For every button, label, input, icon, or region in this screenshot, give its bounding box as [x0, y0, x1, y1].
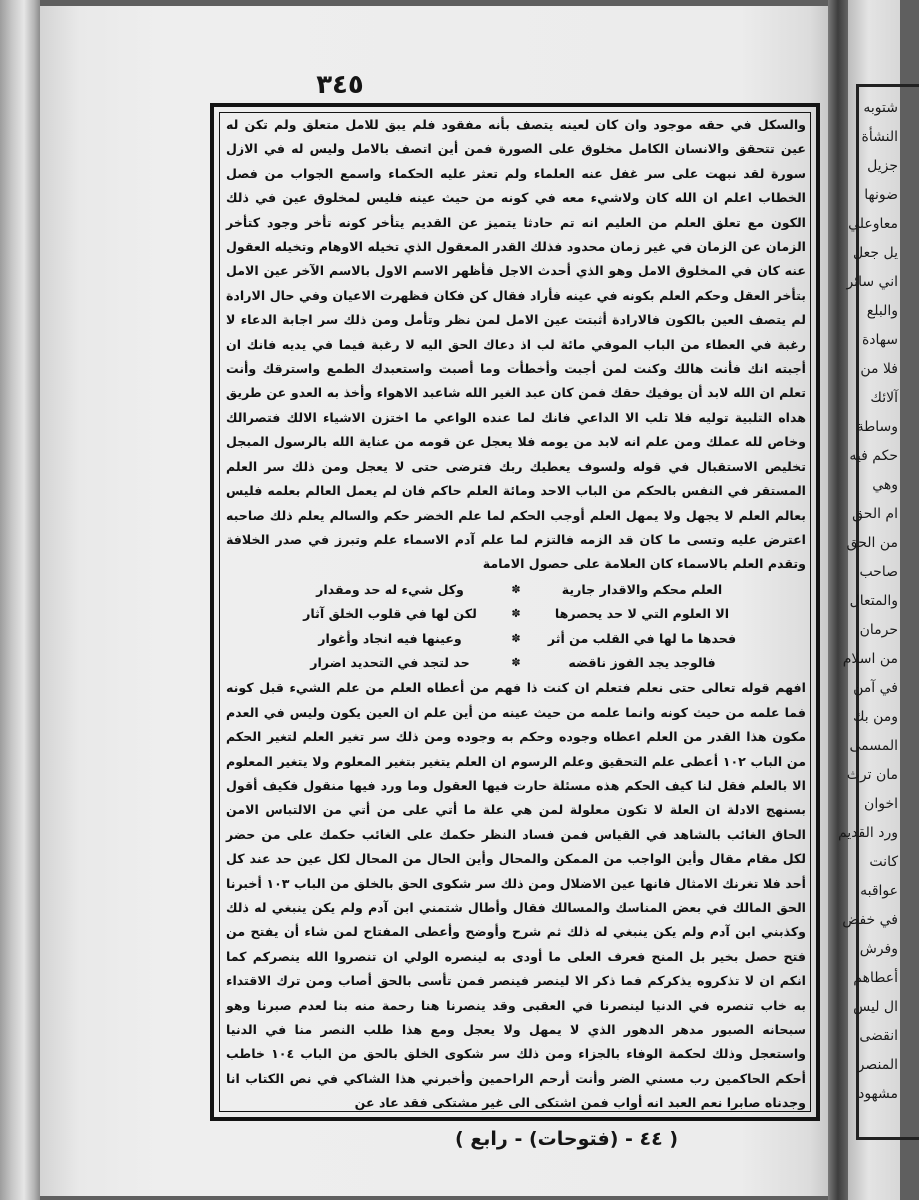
- adjacent-page-line: فلا من: [860, 361, 898, 377]
- adjacent-page-line: كانت: [869, 854, 898, 870]
- adjacent-page-line: سهادة: [861, 332, 898, 348]
- adjacent-page-line: ورد القديم: [837, 825, 898, 841]
- adjacent-page-line: المنصر: [857, 1057, 898, 1073]
- poem-verse: [226, 578, 806, 602]
- poem-verse: [226, 602, 806, 626]
- poem-hemistich-right: فحدها ما لها في القلب من أثر: [547, 630, 737, 646]
- footer-signature: ( ٤٤ - (فتوحات) - رابع ): [455, 1128, 679, 1150]
- adjacent-page: [837, 0, 900, 1200]
- adjacent-page-line: والبلع: [866, 303, 898, 319]
- adjacent-page-line: صاحب: [859, 564, 898, 580]
- star-separator-icon: ✽: [511, 631, 521, 645]
- star-separator-icon: ✽: [511, 607, 521, 621]
- star-separator-icon: ✽: [511, 655, 521, 669]
- book-gutter: [828, 0, 850, 1200]
- poem-verse: [226, 651, 806, 675]
- book-page: [40, 6, 830, 1196]
- adjacent-page-line: من اسلام: [842, 651, 898, 667]
- adjacent-page-line: ال ليس: [853, 999, 898, 1015]
- adjacent-page-line: أعطاهم: [853, 970, 898, 986]
- poem-hemistich-right: العلم محكم والاقدار جارية: [561, 581, 723, 597]
- adjacent-page-line: حكم فيه: [849, 448, 898, 464]
- star-separator-icon: ✽: [511, 582, 521, 596]
- poem: [226, 578, 806, 676]
- poem-hemistich-left: وكل شيء له حد ومقدار: [316, 581, 464, 597]
- paragraph: والسكل في حقه موجود وان كان لعينه يتصف بأنه مفقود فلم يبق للامل متعلق ولم تكن له عين تتحقق والانسان الكامل مخلوق على الصورة فمن أين اتصف بالامل وليس له في الازل سورة لقد نبهت على سر غفل عنه العلماء ولم تعثر عليه الحكماء واسمع الجواب من فصل الخطاب اعلم ان الله كان ولاشيء معه في كونه من حيث عينه فليس لمخلوق عين في ذلك الكون مع تعلق العلم من العليم انه تم حادثا يتميز عن القديم يتأخر كونه تأخر وجود كتأخر الزمان عن الزمان في غير زمان محدود فذلك القدر المعقول الذي تخيله الاوهام وتخيله العقول عنه كان في المخلوق الامل وهو الذي أحدث الاجل فأظهر الاسم الاول بالاسم الآخر عين الامل بتأخر العقل وحكم العلم بكونه في عينه فأراد فقال كن فكان فظهرت الاعيان وفي حال الارادة لم يتصف العين بالكون فالارادة أثبتت عين الامل لمن نظر وتأمل ومن ذلك سر اجابة الدعاء لا رغبة في العطاء من الباب الموفي مائة لب اذ دعاك الحق اليه لا رغبة فيما في يديه فانك ان أجبته انك فأنت هالك وكنت لمن أجبت وأخطأت وما أصبت واستعبدك الطمع واسترقك وأنت تعلم ان الله لابد أن يوفيك حقك فمن كان عبد الغير الله شاعبد الاهواء وأخذ به العدو عن طريق هداه التلبية توليه فلا تلب الا الداعي فانك لما عنده الواعي ما اختزن الاشياء الالك فتصرالك وخاص لله عملك ومن علم انه لابد من يومه فلا يعجل عن قومه من عناية الله بالرسول المبجل تخليص الاستقبال في قوله ولسوف يعطيك ربك فترضى حتى لا يعجل ومن ذلك سر العلم المستقر في النفس بالحكم من الباب الاحد ومائة العلم حاكم فان لم يعمل العالم بعلمه فليس بعالم العلم لا يجهل ولا يمهل العلم أوجب الحكم لما علم الخضر حكم والسالم يعلم ذلك صاحبه اعترض عليه وتسى ما كان قد الزمه فالتزم لما علم آدم الاسماء علم وتبرز في صدر الخلافة وتقدم العلم بالاسماء كان العلامة على حصول الامامة: [226, 117, 806, 572]
- adjacent-page-line: ام الحق: [852, 506, 898, 522]
- adjacent-page-line: ومن بك: [852, 709, 898, 725]
- page-number: ٣٤٥: [316, 70, 364, 100]
- adjacent-page-line: آلائك: [870, 390, 898, 406]
- poem-verse: [226, 627, 806, 651]
- adjacent-page-line: معاوعلي: [848, 216, 898, 232]
- adjacent-page-line: شتوبه: [863, 100, 898, 116]
- adjacent-page-line: والمتعال: [849, 593, 898, 609]
- adjacent-page-line: وساطة: [856, 419, 898, 435]
- adjacent-page-line: انقضى: [859, 1028, 898, 1044]
- adjacent-page-line: النشأة: [861, 129, 898, 145]
- adjacent-page-line: عواقبه: [860, 883, 898, 899]
- adjacent-page-line: مان ترث: [846, 767, 898, 783]
- adjacent-page-line: وهي: [872, 477, 898, 493]
- poem-hemistich-right: فالوجد يجد الفوز ناقضه: [568, 654, 716, 670]
- poem-hemistich-left: حد لتجد في التحديد اضرار: [310, 654, 470, 670]
- adjacent-page-line: يل جعل: [853, 245, 898, 261]
- adjacent-page-line: مشهود: [858, 1086, 898, 1102]
- adjacent-page-line: اني سائر: [846, 274, 898, 290]
- adjacent-page-line: ضونها: [864, 187, 898, 203]
- body-text: [226, 113, 806, 1116]
- adjacent-page-line: المسمى: [849, 738, 898, 754]
- poem-hemistich-left: لكن لها في قلوب الخلق آثار: [303, 606, 477, 622]
- adjacent-page-line: وفرش: [859, 941, 898, 957]
- poem-hemistich-right: الا العلوم التي لا حد يحصرها: [554, 606, 730, 622]
- adjacent-page-line: حرمان: [859, 622, 898, 638]
- text-frame: [210, 103, 820, 1121]
- adjacent-page-line: في خفض: [842, 912, 898, 928]
- adjacent-page-line: في آمن: [853, 680, 898, 696]
- adjacent-page-line: جزيل: [867, 158, 898, 174]
- poem-hemistich-left: وعينها فيه انجاد وأغوار: [318, 630, 462, 646]
- paragraph: افهم قوله تعالى حتى نعلم فتعلم ان كنت ذا فهم من أعطاه العلم من علم الشيء قبل كونه فما علمه من حيث كونه وانما علمه من حيث عينه من أين علم ان العين يكون وليس في العدم مكون هذا القدر من العلم اعطاه وجوده وحكم به وجوده ومن ذلك سر تغير العلم لتغير الحكم من الباب ١٠٢ أعطى علم التحقيق وعلم الرسوم ان العلم يتغير بتغير المعلوم ولا يتغير المعلوم الا بالعلم فقل لنا كيف الحكم هذه مسئلة حارت فيها العقول وما ورد فيها منقول فكيف أقول بسنهج الادلة ان العلة لا تكون معلولة لمن هي علة ما أتي على من أتي من الالتباس الامن الحاق الغائب بالشاهد في القياس فمن فساد النظر حكمك على الغائب حكمك على من حضر لكل مقام مقال وأين الواجب من الممكن والمحال وأين الحال من المحال لكل عين حد عند كل أحد فلا تغرنك الامثال فانها عين الاضلال ومن ذلك سر شكوى الحق بالخلق من الباب ١٠٣ أخبرنا الحق المالك في بعض المناسك والمسالك فقال وأطال شتمني ابن آدم ولم يكن ينبغي له ذلك وكذبني ابن آدم ولم يكن ينبغي له ذلك ثم شرح وأوضح وأعطى المفتاح لمن شاء أن يفتح من فتح حصل بخير بل المنح فعرف العلى ما أودى به لينصره الولي ان تنصروا الله ينصركم كما انكم ان لا تذكروه يذكركم فما ذكر الا لينصر فينصر فمن تأسى بالحق أصاب ومن ترك الاقتداء به خاب تنصره في الدنيا لينصرنا في العقبى وقد ينصرنا هنا رحمة منه بنا لعدم صبرنا وهو سبحانه الصبور مدهر الدهور الذي لا يمهل ولا يعجل ومع هذا طلب النصر منا في الدنيا واستعجل وذلك لحكمة الوفاء بالجزاء ومن ذلك سر شكوى الخلق بالحق من الباب ١٠٤ خاطب أحكم الحاكمين رب مسني الضر وأنت أرحم الراحمين وأخبرني هذا الشاكي في نص الكتاب انا وجدناه صابرا نعم العبد انه أواب فمن اشتكى الى غير مشتكى فقد عاد عن: [226, 680, 806, 1111]
- book-edge-left: [0, 0, 40, 1200]
- adjacent-page-line: اخوان: [864, 796, 898, 812]
- adjacent-page-line: من الحق: [846, 535, 898, 551]
